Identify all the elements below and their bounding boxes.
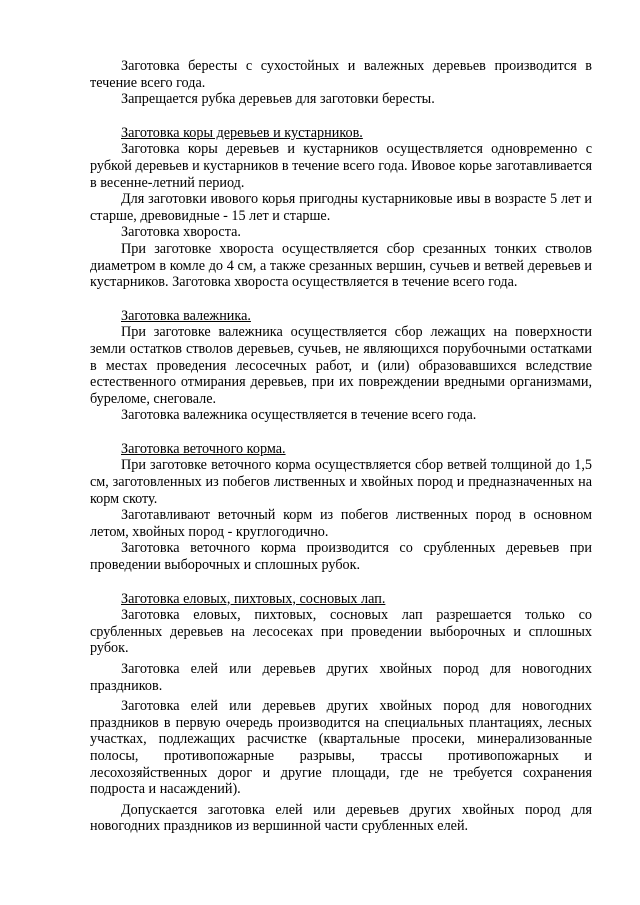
paragraph: Заготовка хвороста.: [121, 224, 241, 241]
section-heading-conifer-branches: Заготовка еловых, пихтовых, сосновых лап.: [121, 590, 386, 607]
paragraph: Заготовка еловых, пихтовых, сосновых лап разрешается только со срубленных деревьев на лесосеках при проведении выборочных и сплошных рубок.: [90, 607, 592, 657]
paragraph: Для заготовки ивового корья пригодны кустарниковые ивы в возрасте 5 лет и старше, древовидные - 15 лет и старше.: [90, 191, 592, 224]
paragraph: Заготовка бересты с сухостойных и валежных деревьев производится в течение всего года.: [90, 58, 592, 91]
section-heading-branch-fodder: Заготовка веточного корма.: [121, 440, 286, 457]
section-heading-bark: Заготовка коры деревьев и кустарников.: [121, 124, 363, 141]
paragraph: При заготовке веточного корма осуществляется сбор ветвей толщиной до 1,5 см, заготовленных из побегов лиственных и хвойных пород и предназначенных на корм скоту.: [90, 457, 592, 507]
paragraph: Заготовка елей или деревьев других хвойных пород для новогодних праздников в первую очередь производится на специальных плантациях, лесных участках, подлежащих расчистке (квартальные просеки, минерализованные полосы, противопожарные разрывы, трассы противопожарных и лесохозяйственных дорог и другие площади, где не требуется сохранения подроста и насаждений).: [90, 698, 592, 798]
document-page: [90, 58, 592, 835]
paragraph: Запрещается рубка деревьев для заготовки бересты.: [121, 91, 435, 108]
paragraph: Заготовка веточного корма производится со срубленных деревьев при проведении выборочных и сплошных рубок.: [90, 540, 592, 574]
paragraph: При заготовке валежника осуществляется сбор лежащих на поверхности земли остатков стволов деревьев, сучьев, не являющихся порубочными остатками в местах проведения лесосечных работ, и (или) образовавшихся вследствие естественного отмирания деревьев, при их повреждении вредными организмами, буреломе, снеговале.: [90, 324, 592, 407]
paragraph: При заготовке хвороста осуществляется сбор срезанных тонких стволов диаметром в комле до 4 см, а также срезанных вершин, сучьев и ветвей деревьев и кустарников. Заготовка хвороста осуществляется в течение всего года.: [90, 240, 592, 291]
paragraph: Заготовка валежника осуществляется в течение всего года.: [121, 407, 477, 424]
section-heading-deadwood: Заготовка валежника.: [121, 307, 251, 324]
paragraph: Заготовка елей или деревьев других хвойных пород для новогодних праздников.: [90, 661, 592, 694]
paragraph: Допускается заготовка елей или деревьев других хвойных пород для новогодних праздников из вершинной части срубленных елей.: [90, 801, 592, 835]
paragraph: Заготовка коры деревьев и кустарников осуществляется одновременно с рубкой деревьев и кустарников в течение всего года. Ивовое корье заготавливается в весенне-летний период.: [90, 141, 592, 191]
paragraph: Заготавливают веточный корм из побегов лиственных пород в основном летом, хвойных пород - круглогодично.: [90, 507, 592, 540]
